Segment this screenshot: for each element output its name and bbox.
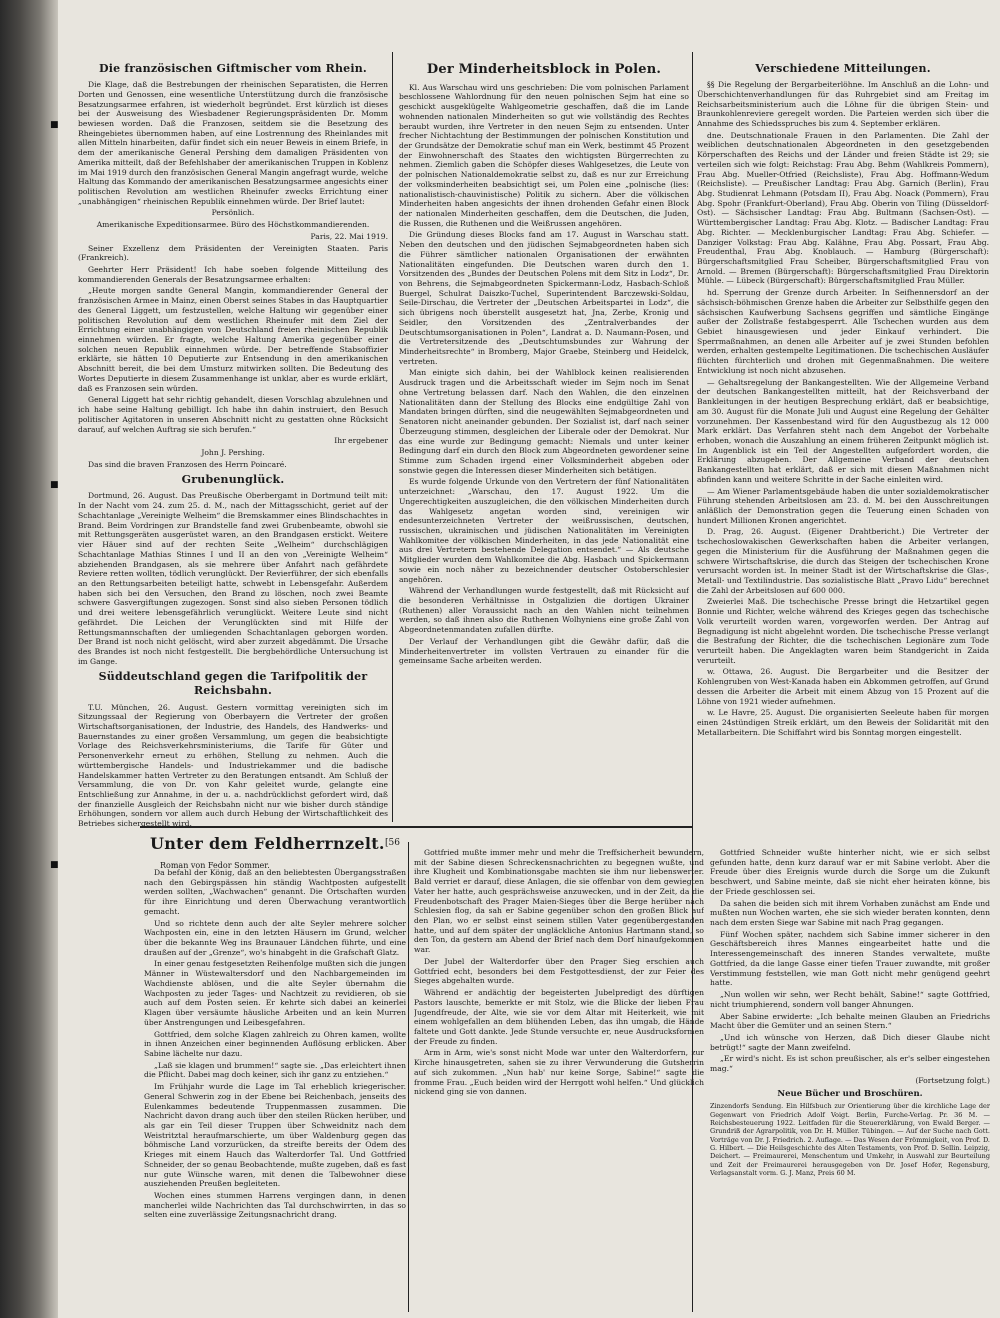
binding-shadow (0, 0, 58, 1318)
article-paragraph: Amerikanische Expeditionsarmee. Büro des Höchstkommandierenden. (96, 220, 370, 230)
serial-heading (150, 834, 400, 872)
article-paragraph: John J. Pershing. (201, 447, 265, 457)
article-paragraph: §§ Die Regelung der Bergarbeiterlöhne. Im Anschluß an die Lohn- und Überschichtenverhandlungen für das Ruhrgebiet sind am Freitag im Reichsarbeitsministerium auch die Löhne für die übrigen Stein- und Braunkohlenreviere geregelt worden. Die Parteien werden sich über die Annahme des Schiedsspruches bis zum 4. September erklären. (697, 80, 989, 128)
serial-paragraph: Gottfried Schneider wußte hinterher nicht, wie er sich selbst gefunden hatte, denn kurz darauf war er mit Sabine verlobt. Aber die Freude über dies Ereignis wurde durch die Sorge um die Zukunft beschwert, und Sabine meinte, daß sie nicht eher heiraten könne, bis der Friede geschlossen sei. (710, 848, 990, 896)
serial-paragraph: Der Jubel der Walterdorfer über den Prager Sieg erschien auch Gottfried echt, besonders bei dem Festgottesdienst, der zur Feier des Sieges abgehalten wurde. (414, 956, 704, 986)
article-paragraph: Zweierlei Maß. Die tschechische Presse bringt die Hetzartikel gegen Bonnie und Richter, welche während des Krieges gegen das tschechische Volk verurteilt worden waren, vorgeworfen werden. Der Antrag auf Begnadigung ist nicht abgelehnt worden. Die tschechische Presse verlangt die Bestrafung der Richter, die die tschechischen Legionäre zum Tode verurteilt haben. Die Angeklagten waren beim Standgericht in Zaida verurteilt. (697, 597, 989, 665)
serial-column-2 (414, 848, 704, 1312)
serial-paragraph: „Und ich wünsche von Herzen, daß Dich dieser Glaube nicht betrügt!“ sagte der Mann zweifelnd. (710, 1032, 990, 1052)
article-paragraph: Dortmund, 26. August. Das Preußische Oberbergamt in Dortmund teilt mit: In der Nacht vom 24. zum 25. d. M., nach der Mittagsschicht, geriet auf der Schachtanlage „Vereinigte Welheim“ die Bremskammer eines Blindschachtes in Brand. Beim Vordringen zur Brandstelle fand zwei Grubenbeamte, obwohl sie mit Rettungsgeräten ausgerüstet waren, an den Brandgasen erstickt. Weitere vier Häuer sind auf der rechten Seite „Welheim“ durchschlägigen Schachtanlage Mathias Stinnes I und II an den von „Vereinigte Welheim“ abziehenden Brandgasen, als sie mehrere über Anfahrt nach gefährdete Reviere retten wollten, tödlich verunglückt. Der Revierführer, der sich ebenfalls an den Rettungsarbeiten beteiligt hatte, schwebt in Lebensgefahr. Außerdem haben sich bei den Versuchen, den Brand zu löschen, noch zwei Beamte schwere Gasvergiftungen zugezogen. Sonst sind also sieben Personen tödlich und drei weitere lebensgefährlich verunglückt. Weitere Leute sind nicht gefährdet. Die Leichen der Verunglückten sind mit Hilfe der Rettungsmannschaften der umliegenden Schachtanlagen geborgen worden. Der Brand ist noch nicht gelöscht, wird aber zurzeit abgedämmt. Die Ursache des Brandes ist noch nicht festgestellt. Die bergbehördliche Untersuchung ist im Gange. (78, 491, 388, 666)
serial-continuation: (Fortsetzung folgt.) (915, 1075, 990, 1085)
article-paragraph: Der Verlauf der Verhandlungen gibt die Gewähr dafür, daß die Minderheitenvertreter im vollsten Vertrauen zu einander für die gemeinsame Sache arbeiten werden. (399, 636, 689, 666)
article-paragraph: „Heute morgen sandte General Mangin, kommandierender General der französischen Armee in Mainz, einen Oberst seines Stabes in das Hauptquartier des General Liggett, um festzustellen, welche Haltung wir gegenüber einer politischen Revolution auf dem westlichen Rheinufer mit dem Ziel der Errichtung einer unabhängigen von Deutschland freien rheinischen Republik einnehmen würden. Er fragte, welche Haltung Amerika gegenüber einer solchen neuen Republik einnehmen würde. Der betreffende Stabsoffizier erklärte, sie hätten 10 Deputierte zur Entsendung in den amerikanischen Abschnitt bereit, die bei dem Umsturz mitwirken sollten. Die Bedeutung des Wortes Deputierte in diesem Zusammenhange ist unklar, aber es wurde erklärt, daß es Franzosen sein würden. (78, 286, 388, 393)
article-paragraph: Das sind die braven Franzosen des Herrn Poincaré. (88, 459, 287, 469)
books-list: Zinzendorfs Sendung. Ein Hilfsbuch zur Orientierung über die kirchliche Lage der Gegenwart von Friedrich Adolf Voigt. Berlin, Furche-Verlag. Pr. 36 M. — Reichsbesteuerung 1922. Leitfaden für die Steuererklärung, von Ewald Berger. — Grundriß der Agrarpolitik, von Dr. H. Müller. Tübingen. — Auf der Suche nach Gott. Vorträge von Dr. J. Friedrich. 2. Auflage. — Das Wesen der Frömmigkeit, von Prof. D. G. Hilbert. — Die Heilsgeschichte des Alten Testaments, von Prof. D. Sellin. Leipzig, Deichert. — Freimaurerei, Menschentum und Umkehr, in Auswahl zur Beurteilung und Zeit der Freimaurerei herausgegeben von Dr. Josef Hofer, Regensburg, Verlagsanstalt vorm. G. J. Manz, Preis 60 M. (710, 1102, 990, 1177)
serial-paragraph: Da sahen die beiden sich mit ihrem Vorhaben zunächst am Ende und mußten nun Wochen warten, ehe sie sich wieder beraten konnten, denn nach dem ersten Siege war Sabine mit nach Prag gegangen. (710, 898, 990, 928)
article-paragraph: Persönlich. (211, 208, 255, 218)
serial-paragraph: In einer genau festgesetzten Reihenfolge mußten sich die jungen Männer in Wüstewaltersdorf und den Nachbargemeinden im Wachdienste ablösen, und die alte Seyler übernahm die Wachposten zu jeder Tages- und Nachtzeit zu revidieren, ob sie auch auf dem Posten seien. Er kehrte sich dabei an keinerlei Klagen über versäumte häusliche Arbeiten und an kein Murren über Anstrengungen und Leibesgefahren. (144, 959, 406, 1027)
article-paragraph: Es wurde folgende Urkunde von den Vertretern der fünf Nationalitäten unterzeichnet: „Warschau, den 17. August 1922. Um die Ungerechtigkeiten auszugleichen, die den völkischen Minderheiten durch das Wahlgesetz angetan worden sind, vereinigen wir endesunterzeichneten Vertreter der weißrussischen, deutschen, russischen, ukrainischen und jüdischen Nationalitäten im Vereinigten Wahlkomitee der völkischen Minderheiten, in das jede Nationalität eine aus drei Vertretern bestehende Delegation entsendet.“ — Als deutsche Mitglieder wurden dem Wahlkomitee die Abg. Hasbach und Spickermann sowie ein noch näher zu bezeichnender deutscher Ostoberschlesier angehören. (399, 477, 689, 584)
article-paragraph: hd. Sperrung der Grenze durch Arbeiter. In Seifhennersdorf an der sächsisch-böhmischen Grenze haben die Arbeiter zur Selbsthilfe gegen den sächsischen Kaufwerbung Sachsens gegriffen und sämtliche Eingänge außer der Zollstraße festabgesperrt. Alle Tschechen wurden aus dem Gebiet hinausgewiesen und jeder Einkauf verhindert. Die Sperrmaßnahmen, an denen alle Arbeiter auf je zwei Stunden befohlen werden, erhalten gestempelte Legitimationen. Die tschechischen Ausläufer flüchten fürchterlich und drohen mit Gegenmaßnahmen. Die weitere Entwicklung ist noch nicht abzusehen. (697, 288, 989, 375)
column-rule (392, 52, 393, 822)
serial-paragraph: Und so richtete denn auch der alte Seyler mehrere solcher Wachposten ein, eine in den letzten Häusern im Grund, welcher über die bekannte Weg ins Braunauer Ländchen führte, und eine draußen auf der „Grenze“, wo's hinabgeht in die Grafschaft Glatz. (144, 918, 406, 957)
serial-paragraph: Wochen eines stummen Harrens vergingen dann, in denen mancherlei wilde Nachrichten das Tal durchschwirrten, in das so selten eine zuverlässige Zeitungsnachricht drang. (144, 1191, 406, 1220)
serial-title: Unter dem Feldherrnzelt. (150, 834, 385, 853)
serial-paragraph: Aber Sabine erwiderte: „Ich behalte meinen Glauben an Friedrichs Macht über die Gemüter und an seinen Stern.“ (710, 1011, 990, 1031)
article-paragraph: Geehrter Herr Präsident! Ich habe soeben folgende Mitteilung des kommandierenden Generals der Besatzungsarmee erhalten: (78, 265, 388, 284)
serial-column-3 (710, 848, 990, 1312)
article-paragraph: General Liggett hat sehr richtig gehandelt, diesen Vorschlag abzulehnen und ich habe seine Haltung gebilligt. Ich habe ihn dahin instruiert, den Besuch politischer Agitatoren in unseren Abschnitt nicht zu gestatten ohne Rücksicht darauf, auf welchen Auftrag sie sich berufen.“ (78, 395, 388, 434)
books-title: Neue Bücher und Broschüren. (777, 1088, 923, 1099)
article-paragraph: Die Gründung dieses Blocks fand am 17. August in Warschau statt. Neben den deutschen und den jüdischen Sejmabgeordneten haben sich die Führer sämtlicher nationalen Organisationen der erwähnten Nationalitäten eingefunden. Die Deutschen waren durch den 1. Vorsitzenden des „Bundes der Deutschen Polens mit dem Sitz in Lodz“, Dr. von Behrens, die Sejmabgeordneten Spickermann-Lodz, Hasbach-Schloß Buergel, Schulrat Daiszko-Tuchel, Superintendent Barczewski-Soldau, Seile-Dirschau, die Vertreter der „Deutschen Arbeitspartei in Lodz“, die sich übrigens noch überstellt ausgesetzt hat, Jna, Zerbe, Kronig und Seidler, den Vorsitzenden des „Zentralverbandes der Deutschtumsorganisationen in Polen“, Landrat a. D. Naumann-Posen, und die Vertretersitzende des „Deutschtumsbundes zur Wahrung der Minderheitsrechte“ in Bromberg, Major Graebe, Steinberg und Heidelck, vertreten. (399, 230, 689, 366)
article-title: Verschiedene Mitteilungen. (755, 62, 931, 75)
serial-paragraph: Arm in Arm, wie's sonst nicht Mode war unter den Walterdorfern, zur Kirche hinausgetreten, sahen sie zu ihrer Verwunderung die Gutsherrin auf sich zukommen. „Nun hab' nur keine Sorge, Sabine!“ sagte die fromme Frau. „Euch beiden wird der Herrgott wohl helfen.“ Und glücklich nickend ging sie von dannen. (414, 1048, 704, 1097)
serial-paragraph: „Er wird's nicht. Es ist schon preußischer, als er's selber eingestehen mag.“ (710, 1054, 990, 1074)
serial-paragraph: Während er andächtig der begeisterten Jubelpredigt des dürftigen Pastors lauschte, bemerkte er mit Stolz, wie die Blicke der lieben Frau Jugendfreude, der Alte, wie sie vor dem Altar mit Heiterkeit, wie mit einem wohlgefallen an dem blühenden Leben, das ihn umgab, die Hände faltete und Gott dankte. Jede Stunde versuchte er, neue Ausdrucksformen der Freude zu finden. (414, 988, 704, 1046)
article-paragraph: D. Prag, 26. August. (Eigener Drahtbericht.) Die Vertreter der tschechoslowakischen Gewerkschaften haben die Arbeiter verlangen, gegen die Ministerium für die Ausführung der Maßnahmen gegen die schwere Wirtschaftskrise, die durch das Steigen der tschechischen Krone verursacht worden ist. In meiner Stadt ist der Wirtschaftskrise die Glas-, Metall- und Textilindustrie. Das sozialistische Blatt „Pravo Lidu“ berechnet die Zahl der Arbeitslosen auf 600 000. (697, 527, 989, 595)
article-paragraph: Kl. Aus Warschau wird uns geschrieben: Die vom polnischen Parlament beschlossene Wahlordnung für den neuen polnischen Sejm hat eine so geschickt ausgeklügelte Wahlgeometrie geschaffen, daß die im Lande wohnenden nationalen Minderheiten so gut wie vollständig des Rechtes beraubt wurden, ihre Vertreter in den neuen Sejm zu entsenden. Unter frecher Nichtachtung der Bestimmungen der polnischen Konstitution und der Grundsätze der Demokratie schuf man ein Werk, bestimmt 45 Prozent der Einwohnerschaft des Staates den wichtigsten Bürgerrechten zu nehmen. Ziemlich gaben die Schöpfer dieses Wahlgesetzes, die Leute von der polnischen Nationaldemokratie selbst zu, daß es nur zur Erreichung der volksminderheiten beabsichtigt sei, um Polen eine „polnische (lies: nationalistisch-chauvinistische) Politik zu sichern. Aber die völkischen Minderheiten haben angesichts der ihnen drohenden Gefahr einen Block der nationalen Minderheiten geschaffen, dem die Deutschen, die Juden, die Russen, die Ruthenen und die Weißrussen angehören. (399, 82, 689, 228)
serial-paragraph: „Laß sie klagen und brummen!“ sagte sie. „Das erleichtert ihnen die Pflicht. Dabei mag doch keiner, sich ihr ganz zu entziehen.“ (144, 1060, 406, 1080)
article-paragraph: Man einigte sich dahin, bei der Wahlblock keinen realisierenden Ausdruck tragen und die Arbeitsschaft wieder im Sejm noch im Senat ohne Vertretung belassen darf. Nach den Wahlen, die den einzelnen Nationalitäten dann der Stellung des Blocks eine endgültige Zahl von Mandaten bringen dürften, sind die neugewählten Sejmabgeordneten und Senatoren nicht aneinander gebunden. Der Sozialist ist, darf nach seiner Überzeugung stimmen, desgleichen der Liberale oder der Demokrat. Nur das eine wurde zur Bedingung gemacht: Niemals und unter keiner Bedingung darf ein durch den Block zum Abgeordneten gewordener seine Stimme zum Schaden irgend einer Volksminderheit abgeben oder sonstwie gegen die Interessen dieser Minderheiten sich betätigen. (399, 368, 689, 475)
article-paragraph: — Am Wiener Parlamentsgebäude haben die unter sozialdemokratischer Führung stehenden Arbeitslosen am 23. d. M. bei den Ausschreitungen anläßlich der Demonstration gegen die Teuerung einen Schaden von hundert Millionen Kronen angerichtet. (697, 486, 989, 525)
serial-author: Roman von Fedor Sommer. (160, 861, 270, 870)
article-title: Die französischen Giftmischer vom Rhein. (99, 62, 367, 75)
column-1 (78, 58, 388, 828)
serial-column-1 (144, 868, 406, 1312)
serial-number: [56 (385, 838, 400, 848)
article-paragraph: Paris, 22. Mai 1919. (310, 231, 388, 241)
article-paragraph: w. Ottawa, 26. August. Die Bergarbeiter und die Besitzer der Kohlengruben von West-Kanada haben ein Abkommen getroffen, auf Grund dessen die Arbeiter die Arbeit mit einem Abzug von 15 Prozent auf die Löhne von 1921 wieder aufnehmen. (697, 667, 989, 706)
serial-paragraph: Gottfried mußte immer mehr und mehr die Treffsicherheit bewundern, mit der Sabine diesen Schreckensnachrichten zu begegnen wußte, und ihre Klugheit und Kombinationsgabe machten sie ihm nur liebenswerter. Bald verriet er darauf, diese Anlagen, die sie offenbar von dem gewiegten Vater her hatte, auch gesprächsweise anzuwecken, und in der Zeit, da die Freudenbotschaft des Prager Maien-Sieges über die Berge herüber nach Schlesien flog, da sah er Sabine gegenüber schon den großen Blick auf den Plan, wo er selbst einst seinem stillen Vater gegenübergestanden hatte, und auf dem später der ungläckliche Antonius Hartmann stand, so den Ton, da gestern am Abend der Brief nach dem Dorf hinaufgekommen war. (414, 848, 704, 955)
article-title: Der Minderheitsblock in Polen. (426, 62, 662, 77)
article-paragraph: w. Le Havre, 25. August. Die organisierten Seeleute haben für morgen einen 24stündigen Streik erklärt, um den Beweis der Solidarität mit den Metallarbeitern. Die Schiffahrt wird bis Sonntag morgen eingestellt. (697, 708, 989, 737)
punch-mark: ■ (50, 120, 59, 130)
serial-paragraph: „Nun wollen wir sehn, wer Recht behält, Sabine!“ sagte Gottfried, nicht triumphierend, sondern voll banger Ahnungen. (710, 990, 990, 1009)
article-title: Süddeutschland gegen die Tarifpolitik der Reichsbahn. (98, 670, 368, 698)
article-paragraph: T.U. München, 26. August. Gestern vormittag vereinigten sich im Sitzungssaal der Regierung von Oberbayern die Vertreter der großen Wirtschaftsorganisationen, der Industrie, des Handels, des Handwerks- und Bauernstandes zu einer großen Versammlung, um gegen die beabsichtigte Vorlage des Reichsverkehrsministeriums, die Tarife für Güter und Personenverkehr erneut zu erhöhen, Stellung zu nehmen. Auch die württembergische Handels- und Industriekammer und die badische Handelskammer hatten Vertreter zu den Beratungen entsandt. Am Schluß der Versammlung, die von Dr. von Kahr geleitet wurde, gelangte eine Entschließung zur Annahme, in der u. a. nachdrücklichst gefordert wird, daß der finanzielle Ausgleich der Reichsbahn nicht nur wie bisher durch ständige Erhöhungen, sondern vor allem auch durch Hebung der Wirtschaftlichkeit des Betriebes sichergestellt wird. (78, 702, 388, 828)
serial-paragraph: Im Frühjahr wurde die Lage im Tal erheblich kriegerischer. General Schwerin zog in der Ebene bei Reichenbach, jenseits des Eulenkammes bedeutende Truppenmassen zusammen. Die Nachricht davon drang auch über den steilen Rücken herüber, und als gar ein Teil dieser Truppen über Schweidnitz nach dem Weistritztal heraufmarschierte, um über Waldenburg gegen das böhmische Land vorzurücken, da streifte bereits der Odem des Krieges mit einem Hauch das Walterdorfer Tal. Und Gottfried Schneider, der so genau Beobachtende, mußte zugeben, daß es fast nur gute Wünsche waren, mit denen die Talbewohner diese ausziehenden Preußen begleiteten. (144, 1082, 406, 1189)
punch-mark: ■ (50, 480, 59, 490)
article-paragraph: Seiner Exzellenz dem Präsidenten der Vereinigten Staaten. Paris (Frankreich). (78, 243, 388, 263)
article-paragraph: Ihr ergebener (334, 436, 388, 446)
article-paragraph: Die Klage, daß die Bestrebungen der rheinischen Separatisten, die Herren Dorten und Genossen, eine wesentliche Unterstützung durch die französische Besatzungsarmee erfahren, ist wiederholt begründet. Erst kürzlich ist dieses bei der Ausweisung des Wiesbadener Regierungspräsidenten Dr. Momm bewiesen worden. Daß die Franzosen, seitdem sie die Besetzung des Rheingebietes übernommen haben, auf eine Lostrennung des Rheinlandes mit allen Mitteln hinarbeiten, dafür findet sich ein neuer Beweis in einem Briefe, in dem der amerikanische General Pershing dem damaligen Präsidenten von Amerika mitteilt, daß der Befehlshaber der amerikanischen Truppen in Koblenz im Mai 1919 durch den französischen General Mangin angefragt wurde, welche Haltung das Kommando der amerikanischen Besatzungsarmee angesichts einer politischen Revolution am westlichen Rheinufer zwecks Errichtung einer „unabhängigen“ rheinischen Republik einnehmen würde. Der Brief lautet: (78, 80, 388, 206)
article-paragraph: — Gehaltsregelung der Bankangestellten. Wie der Allgemeine Verband der deutschen Bankangestellten mitteilt, hat der Reichsverband der Bankleitungen in der heutigen Besprechung erklärt, daß er beabsichtige, am 30. August für die Monate Juli und August eine Regelung der Gehälter vorzunehmen. Der Kassenbestand wird für den Augustbezug als 12 000 Mark erklärt. Das Verfahren steht nach dem Angebot der Vorbehalte erhoben, wonach die Auszahlung an einem früheren Zeitpunkt möglich ist. Im Augenblick ist ein Teil der Angestellten aufgefordert worden, die Erklärung abzugeben. Der Allgemeine Verband der deutschen Bankangestellten hat erklärt, daß er sich mit diesen Maßnahmen nicht abfinden kann und weitere Schritte in der Sache einleiten wird. (697, 377, 989, 484)
serial-paragraph: Da befahl der König, daß an den beliebtesten Übergangsstraßen nach den Gebirgspässen hin ständig Wachtposten aufgestellt werden sollten, „Wachwachen“ genannt. Die Ortschaften wurden für ihre Einrichtung und deren Überwachung verantwortlich gemacht. (144, 868, 406, 916)
punch-mark: ■ (50, 860, 59, 870)
article-paragraph: Während der Verhandlungen wurde festgestellt, daß mit Rücksicht auf die besonderen Verhältnisse in Ostgalizien die dortigen Ukrainer (Ruthenen) aller Voraussicht nach an den Wahlen nicht teilnehmen werden, so daß ihnen also die Ruthenen Wolhyniens eine große Zahl von Abgeordnetenmandaten zufallen dürfte. (399, 586, 689, 635)
article-paragraph: dne. Deutschnationale Frauen in den Parlamenten. Die Zahl der weiblichen deutschnationalen Abgeordneten in den gesetzgebenden Körperschaften des Reichs und der Länder und freien Städte ist 29; sie verteilen sich wie folgt: Reichstag: Frau Abg. Behm (Wahlkreis Pommern), Frau Abg. Mueller-Otfried (Reichsliste), Frau Abg. Hoffmann-Wedum (Reichsliste). — Preußischer Landtag: Frau Abg. Garnich (Berlin), Frau Abg. Studienrat Lehmann (Potsdam II), Frau Abg. Noack (Pommern), Frau Abg. Spohr (Frankfurt-Oberland), Frau Abg. Oberin von Tiling (Düsseldorf-Ost). — Sächsischer Landtag: Frau Abg. Bultmann (Sachsen-Ost). — Württembergischer Landtag: Frau Abg. Klotz. — Badischer Landtag: Frau Abg. Richter. — Mecklenburgischer Landtag: Frau Abg. Schiefer. — Danziger Volkstag: Frau Abg. Kalähne, Frau Abg. Possart, Frau Abg. Freudenthal, Frau Abg. Knoblauch. — Hamburg (Bürgerschaft): Bürgerschaftsmitglied Frau Scheiber, Bürgerschaftsmitglied Frau von Arnold. — Bremen (Bürgerschaft): Bürgerschaftsmitglied Frau Direktorin Mühle. — Lübeck (Bürgerschaft): Bürgerschaftsmitglied Frau Müller. (697, 130, 989, 286)
column-2 (399, 58, 689, 828)
serial-paragraph: Fünf Wochen später, nachdem sich Sabine immer sicherer in den Geschäftsbereich ihres Mannes eingearbeitet hatte und die Interessengemeinschaft des inneren Standes verwaltete, mußte Gottfried, da die lange Gasse einer tiefen Trauer zuwandte, mit großer Verstimmung feststellen, wie man Gott nicht mehr genügend geehrt hatte. (710, 929, 990, 988)
serial-paragraph: Gottfried, dem solche Klagen zahlreich zu Ohren kamen, wollte in ihnen Anzeichen einer beginnenden Auflösung erblicken. Aber Sabine lächelte nur dazu. (144, 1029, 406, 1058)
article-title: Grubenunglück. (181, 473, 285, 487)
column-3 (697, 58, 989, 838)
column-rule (408, 842, 409, 1312)
